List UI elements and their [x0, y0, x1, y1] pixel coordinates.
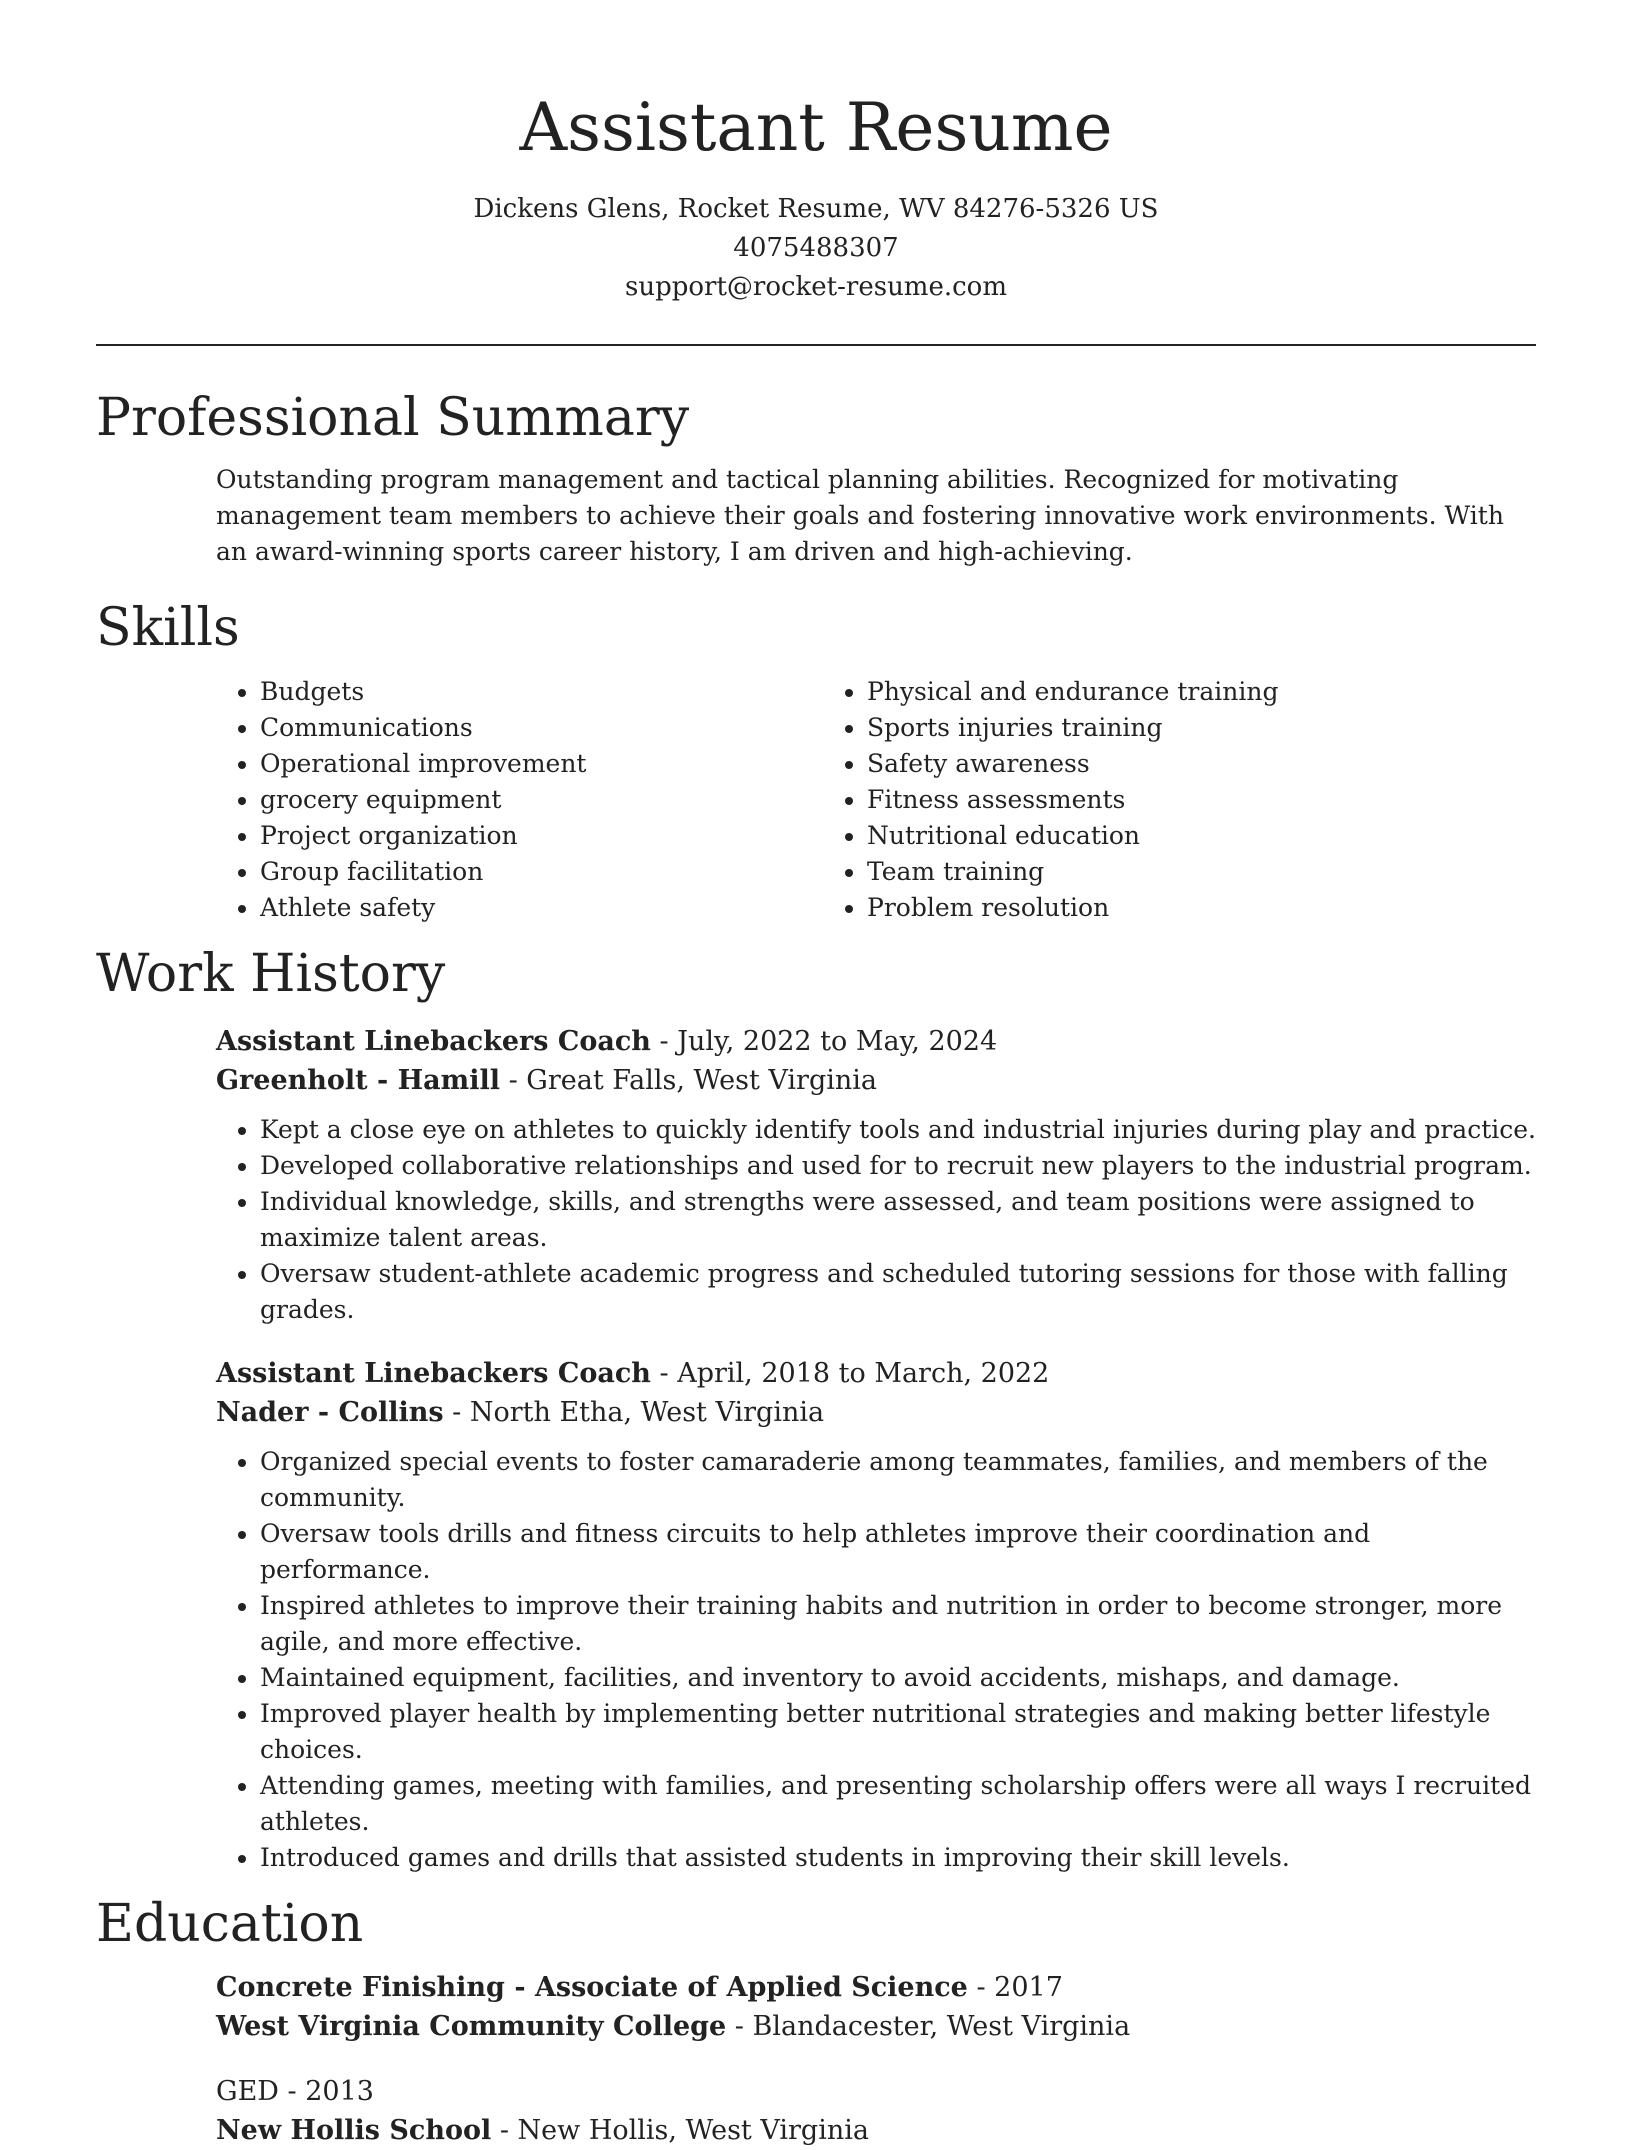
education-location: - New Hollis, West Virginia [491, 2115, 869, 2146]
job-bullet: • Developed collaborative relationships and used for to recruit new players to the industrial program. [260, 1148, 1536, 1184]
job-bullet: • Kept a close eye on athletes to quickly identify tools and industrial injuries during play and practice. [260, 1112, 1536, 1148]
job-role: Assistant Linebackers Coach [216, 1358, 651, 1389]
job-bullet: • Maintained equipment, facilities, and inventory to avoid accidents, mishaps, and damage. [260, 1660, 1536, 1696]
job-entry [216, 1354, 1536, 1876]
skill-item: • Safety awareness [867, 746, 1430, 782]
contact-phone: 4075488307 [733, 233, 899, 263]
job-location: - North Etha, West Virginia [443, 1397, 825, 1428]
job-bullet: • Oversaw tools drills and fitness circuits to help athletes improve their coordination and performance. [260, 1516, 1536, 1588]
skill-item: • Nutritional education [867, 818, 1430, 854]
skill-item: • Team training [867, 854, 1430, 890]
skills-heading: Skills [96, 598, 240, 658]
summary-heading: Professional Summary [96, 388, 690, 448]
job-bullet: • Organized special events to foster camaraderie among teammates, families, and members of the community. [260, 1444, 1536, 1516]
job-bullet: • Oversaw student-athlete academic progress and scheduled tutoring sessions for those with falling grades. [260, 1256, 1536, 1328]
job-company: Nader - Collins [216, 1397, 444, 1428]
summary-section [0, 462, 1632, 570]
work-history-section [0, 1022, 1632, 1876]
skill-item: • Athlete safety [260, 890, 823, 926]
education-location: - Blandacester, West Virginia [726, 2011, 1131, 2042]
skill-item: • Group facilitation [260, 854, 823, 890]
header-divider [96, 344, 1536, 346]
education-degree-line [216, 1968, 1536, 2007]
job-bullets [216, 1112, 1536, 1328]
education-degree: GED [216, 2076, 279, 2107]
work-history-heading: Work History [96, 944, 446, 1004]
job-bullet: • Improved player health by implementing better nutritional strategies and making better lifestyle choices. [260, 1696, 1536, 1768]
skills-section [0, 674, 1632, 926]
education-entry [216, 2072, 1536, 2150]
resume-name: Assistant Resume [519, 89, 1113, 166]
skills-list-left [216, 674, 823, 926]
job-bullet: • Attending games, meeting with families, and presenting scholarship offers were all ways I recruited athletes. [260, 1768, 1536, 1840]
contact-address: Dickens Glens, Rocket Resume, WV 84276-5326 US [473, 194, 1159, 224]
skill-item: • Project organization [260, 818, 823, 854]
summary-text: Outstanding program management and tactical planning abilities. Recognized for motivating management team members to achieve their goals and fostering innovative work environments. With an award-winning sports career history, I am driven and high-achieving. [216, 465, 1504, 566]
job-company: Greenholt - Hamill [216, 1065, 500, 1096]
skill-item: • grocery equipment [260, 782, 823, 818]
job-bullets [216, 1444, 1536, 1876]
skill-item: • Budgets [260, 674, 823, 710]
skills-list-right [823, 674, 1430, 926]
job-bullet: • Inspired athletes to improve their training habits and nutrition in order to become stronger, more agile, and more effective. [260, 1588, 1536, 1660]
education-heading: Education [96, 1894, 364, 1954]
job-role: Assistant Linebackers Coach [216, 1026, 651, 1057]
job-bullet: • Individual knowledge, skills, and strengths were assessed, and team positions were assigned to maximize talent areas. [260, 1184, 1536, 1256]
education-entry [216, 1968, 1536, 2046]
job-dates: - April, 2018 to March, 2022 [650, 1358, 1050, 1389]
resume-header [0, 0, 1632, 307]
job-entry [216, 1022, 1536, 1328]
job-company-line [216, 1393, 1536, 1432]
education-school: New Hollis School [216, 2115, 492, 2146]
education-school-line [216, 2111, 1536, 2150]
job-title-line [216, 1354, 1536, 1393]
skill-item: • Communications [260, 710, 823, 746]
education-school-line [216, 2007, 1536, 2046]
job-title-line [216, 1022, 1536, 1061]
education-year: - 2013 [278, 2076, 374, 2107]
education-degree: Concrete Finishing - Associate of Applied Science [216, 1972, 968, 2003]
contact-email: support@rocket-resume.com [624, 272, 1007, 302]
job-location: - Great Falls, West Virginia [500, 1065, 877, 1096]
skill-item: • Problem resolution [867, 890, 1430, 926]
education-year: - 2017 [967, 1972, 1063, 2003]
skill-item: • Operational improvement [260, 746, 823, 782]
contact-info [0, 190, 1632, 307]
education-school: West Virginia Community College [216, 2011, 727, 2042]
skill-item: • Sports injuries training [867, 710, 1430, 746]
education-degree-line [216, 2072, 1536, 2111]
job-dates: - July, 2022 to May, 2024 [650, 1026, 998, 1057]
skill-item: • Physical and endurance training [867, 674, 1430, 710]
job-bullet: • Introduced games and drills that assisted students in improving their skill levels. [260, 1840, 1536, 1876]
skill-item: • Fitness assessments [867, 782, 1430, 818]
job-company-line [216, 1061, 1536, 1100]
education-section [0, 1968, 1632, 2150]
